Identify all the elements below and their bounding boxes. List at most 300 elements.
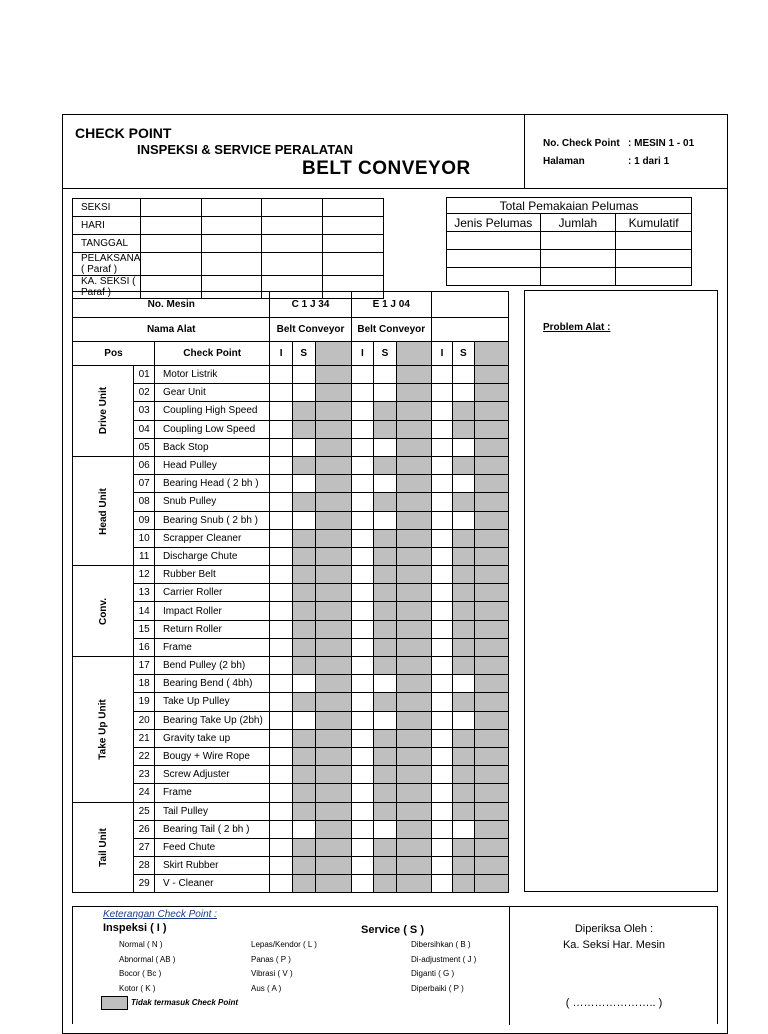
shaded-cell	[315, 475, 351, 493]
inspeksi-cell[interactable]	[431, 620, 452, 638]
service-cell[interactable]	[452, 475, 474, 493]
inspeksi-cell[interactable]	[431, 366, 452, 384]
inspeksi-header: I	[270, 342, 292, 366]
shaded-cell	[474, 838, 508, 856]
item-name: Gravity take up	[154, 729, 270, 747]
legend-col-b-item: Lepas/Kendor ( L )	[251, 940, 317, 949]
shaded-cell	[474, 729, 508, 747]
shaded-cell	[315, 620, 351, 638]
shaded-cell	[396, 820, 431, 838]
group-label: Drive Unit	[97, 387, 109, 435]
item-number: 03	[134, 402, 155, 420]
inspeksi-cell[interactable]	[351, 875, 373, 893]
service-cell[interactable]	[292, 402, 315, 420]
inspeksi-cell[interactable]	[351, 584, 373, 602]
shaded-cell	[396, 747, 431, 765]
service-cell[interactable]	[452, 729, 474, 747]
service-cell[interactable]	[452, 547, 474, 565]
service-cell[interactable]	[452, 511, 474, 529]
shaded-cell	[396, 529, 431, 547]
inspeksi-cell[interactable]	[431, 384, 452, 402]
inspeksi-cell[interactable]	[270, 566, 292, 584]
inspeksi-cell[interactable]	[351, 402, 373, 420]
service-cell[interactable]	[452, 456, 474, 474]
service-cell[interactable]	[452, 747, 474, 765]
inspeksi-cell[interactable]	[270, 620, 292, 638]
inspeksi-cell[interactable]	[351, 493, 373, 511]
inspeksi-cell[interactable]	[270, 875, 292, 893]
nama-alat-label: Nama Alat	[73, 318, 270, 342]
legend-col-c-item: Dibersihkan ( B )	[411, 940, 471, 949]
inspeksi-cell[interactable]	[431, 675, 452, 693]
service-cell[interactable]	[374, 729, 397, 747]
info-cell	[201, 235, 262, 253]
info-cell	[140, 235, 201, 253]
service-cell[interactable]	[374, 620, 397, 638]
machine-name: Belt Conveyor	[270, 318, 351, 342]
info-cell	[201, 199, 262, 217]
service-cell[interactable]	[292, 711, 315, 729]
inspeksi-cell[interactable]	[351, 529, 373, 547]
shaded-cell	[315, 584, 351, 602]
info-label: HARI	[73, 217, 141, 235]
service-cell[interactable]	[452, 875, 474, 893]
service-cell[interactable]	[292, 475, 315, 493]
inspeksi-cell[interactable]	[351, 657, 373, 675]
no-mesin-label: No. Mesin	[73, 292, 270, 318]
item-number: 24	[134, 784, 155, 802]
service-cell[interactable]	[292, 438, 315, 456]
service-cell[interactable]	[292, 729, 315, 747]
inspeksi-cell[interactable]	[351, 711, 373, 729]
service-cell[interactable]	[292, 493, 315, 511]
inspeksi-cell[interactable]	[270, 420, 292, 438]
service-cell[interactable]	[452, 675, 474, 693]
inspeksi-cell[interactable]	[431, 402, 452, 420]
service-cell[interactable]	[292, 602, 315, 620]
item-name: Carrier Roller	[154, 584, 270, 602]
service-cell[interactable]	[452, 529, 474, 547]
legend-box	[72, 906, 718, 1024]
service-cell[interactable]	[292, 657, 315, 675]
inspeksi-cell[interactable]	[270, 456, 292, 474]
inspeksi-cell[interactable]	[270, 529, 292, 547]
inspeksi-cell[interactable]	[351, 820, 373, 838]
inspeksi-cell[interactable]	[431, 566, 452, 584]
inspeksi-cell[interactable]	[351, 456, 373, 474]
inspeksi-cell[interactable]	[270, 747, 292, 765]
inspeksi-cell[interactable]	[351, 838, 373, 856]
inspeksi-cell[interactable]	[270, 675, 292, 693]
inspeksi-cell[interactable]	[270, 657, 292, 675]
service-cell[interactable]	[452, 566, 474, 584]
inspeksi-cell[interactable]	[351, 475, 373, 493]
item-name: Coupling Low Speed	[154, 420, 270, 438]
service-cell[interactable]	[292, 747, 315, 765]
service-cell[interactable]	[292, 366, 315, 384]
group-label: Take Up Unit	[97, 699, 109, 760]
service-cell[interactable]	[292, 547, 315, 565]
inspeksi-cell[interactable]	[431, 729, 452, 747]
service-cell[interactable]	[292, 820, 315, 838]
service-cell[interactable]	[374, 875, 397, 893]
service-cell[interactable]	[292, 620, 315, 638]
lubricant-table	[446, 197, 692, 286]
shaded-cell	[315, 838, 351, 856]
check-point-header: Check Point	[154, 342, 270, 366]
shaded-cell	[474, 802, 508, 820]
group-label-cell	[73, 456, 134, 565]
inspeksi-cell[interactable]	[351, 802, 373, 820]
shaded-cell	[474, 675, 508, 693]
shaded-cell	[474, 602, 508, 620]
service-cell[interactable]	[374, 857, 397, 875]
service-cell[interactable]	[374, 420, 397, 438]
shaded-cell	[315, 511, 351, 529]
shaded-cell	[315, 657, 351, 675]
inspeksi-cell[interactable]	[351, 620, 373, 638]
shaded-cell	[474, 857, 508, 875]
service-cell[interactable]	[374, 475, 397, 493]
service-cell[interactable]	[452, 602, 474, 620]
inspeksi-cell[interactable]	[351, 438, 373, 456]
info-label: PELAKSANA ( Paraf )	[73, 253, 141, 276]
inspeksi-cell[interactable]	[351, 420, 373, 438]
legend-col-c-item: Di-adjustment ( J )	[411, 954, 477, 964]
info-cell	[323, 199, 384, 217]
inspeksi-cell[interactable]	[351, 566, 373, 584]
inspeksi-cell[interactable]	[431, 638, 452, 656]
inspeksi-cell[interactable]	[351, 638, 373, 656]
shaded-cell	[474, 420, 508, 438]
inspeksi-cell[interactable]	[431, 747, 452, 765]
service-cell[interactable]	[374, 384, 397, 402]
lubricant-cell	[447, 232, 541, 250]
lubricant-type-header: Jenis Pelumas	[447, 214, 541, 232]
shaded-cell	[474, 784, 508, 802]
inspeksi-cell[interactable]	[270, 475, 292, 493]
shaded-cell	[315, 711, 351, 729]
group-label-cell	[73, 802, 134, 893]
legend-col-a-item: Normal ( N )	[119, 940, 163, 949]
inspeksi-cell[interactable]	[270, 511, 292, 529]
lubricant-cumulative-header: Kumulatif	[616, 214, 692, 232]
inspeksi-cell[interactable]	[351, 547, 373, 565]
item-number: 16	[134, 638, 155, 656]
service-cell[interactable]	[374, 438, 397, 456]
shaded-cell	[396, 657, 431, 675]
inspeksi-cell[interactable]	[270, 438, 292, 456]
inspeksi-cell[interactable]	[431, 475, 452, 493]
service-cell[interactable]	[292, 675, 315, 693]
item-name: Impact Roller	[154, 602, 270, 620]
info-cell	[262, 253, 323, 276]
item-number: 28	[134, 857, 155, 875]
shaded-cell	[396, 784, 431, 802]
inspeksi-cell[interactable]	[351, 766, 373, 784]
inspeksi-cell[interactable]	[431, 857, 452, 875]
info-cell	[323, 217, 384, 235]
item-name: Gear Unit	[154, 384, 270, 402]
inspeksi-cell[interactable]	[270, 638, 292, 656]
inspeksi-cell[interactable]	[431, 711, 452, 729]
item-number: 12	[134, 566, 155, 584]
info-cell	[140, 199, 201, 217]
shaded-cell	[315, 638, 351, 656]
shaded-cell	[315, 693, 351, 711]
inspeksi-cell[interactable]	[270, 784, 292, 802]
info-cell	[262, 217, 323, 235]
service-cell[interactable]	[374, 402, 397, 420]
inspeksi-cell[interactable]	[270, 838, 292, 856]
inspeksi-cell[interactable]	[351, 675, 373, 693]
inspeksi-cell[interactable]	[431, 657, 452, 675]
inspeksi-cell[interactable]	[351, 511, 373, 529]
inspeksi-cell[interactable]	[431, 456, 452, 474]
inspeksi-cell[interactable]	[270, 729, 292, 747]
item-number: 08	[134, 493, 155, 511]
shaded-cell	[396, 602, 431, 620]
shaded-cell	[396, 420, 431, 438]
service-cell[interactable]	[452, 820, 474, 838]
service-cell[interactable]	[374, 693, 397, 711]
item-name: Discharge Chute	[154, 547, 270, 565]
service-cell[interactable]	[452, 657, 474, 675]
inspeksi-cell[interactable]	[431, 438, 452, 456]
shaded-cell	[315, 802, 351, 820]
service-cell[interactable]	[374, 838, 397, 856]
service-cell[interactable]	[452, 366, 474, 384]
info-cell	[323, 235, 384, 253]
service-cell[interactable]	[374, 366, 397, 384]
inspeksi-header: I	[351, 342, 373, 366]
service-cell[interactable]	[452, 620, 474, 638]
info-cell	[201, 217, 262, 235]
shaded-cell	[474, 620, 508, 638]
legend-col-b-item: Vibrasi ( V )	[251, 969, 293, 978]
inspeksi-cell[interactable]	[351, 602, 373, 620]
shaded-cell	[474, 511, 508, 529]
service-cell[interactable]	[374, 802, 397, 820]
service-header: S	[292, 342, 315, 366]
service-cell[interactable]	[374, 584, 397, 602]
inspeksi-cell[interactable]	[270, 711, 292, 729]
inspeksi-cell[interactable]	[431, 420, 452, 438]
inspeksi-cell[interactable]	[431, 784, 452, 802]
inspeksi-cell[interactable]	[270, 384, 292, 402]
inspeksi-cell[interactable]	[431, 838, 452, 856]
service-cell[interactable]	[374, 456, 397, 474]
item-name: Frame	[154, 784, 270, 802]
checked-role: Ka. Seksi Har. Mesin	[562, 939, 666, 951]
inspeksi-cell[interactable]	[431, 547, 452, 565]
inspeksi-cell[interactable]	[431, 802, 452, 820]
item-number: 20	[134, 711, 155, 729]
pos-header: Pos	[73, 342, 155, 366]
lubricant-cell	[616, 250, 692, 268]
service-cell[interactable]	[452, 784, 474, 802]
service-cell[interactable]	[292, 456, 315, 474]
gray-swatch	[101, 996, 128, 1010]
inspeksi-cell[interactable]	[270, 693, 292, 711]
inspeksi-cell[interactable]	[431, 493, 452, 511]
inspeksi-cell[interactable]	[270, 802, 292, 820]
service-cell[interactable]	[374, 784, 397, 802]
inspeksi-cell[interactable]	[270, 366, 292, 384]
service-cell[interactable]	[292, 802, 315, 820]
shaded-cell	[396, 711, 431, 729]
inspeksi-cell[interactable]	[270, 493, 292, 511]
shaded-cell	[315, 547, 351, 565]
service-cell[interactable]	[292, 584, 315, 602]
shaded-cell	[315, 602, 351, 620]
shaded-cell	[396, 875, 431, 893]
inspeksi-cell[interactable]	[351, 384, 373, 402]
service-cell[interactable]	[452, 711, 474, 729]
service-cell[interactable]	[292, 693, 315, 711]
service-cell[interactable]	[452, 857, 474, 875]
lubricant-cell	[540, 250, 616, 268]
service-cell[interactable]	[374, 711, 397, 729]
info-table	[72, 198, 384, 299]
legend-col-b-item: Aus ( A )	[251, 983, 282, 993]
inspeksi-cell[interactable]	[431, 875, 452, 893]
inspeksi-cell[interactable]	[431, 584, 452, 602]
info-cell	[323, 253, 384, 276]
shaded-cell	[315, 747, 351, 765]
service-cell[interactable]	[292, 511, 315, 529]
service-cell[interactable]	[374, 602, 397, 620]
shaded-cell	[315, 493, 351, 511]
shaded-cell	[315, 366, 351, 384]
inspeksi-cell[interactable]	[270, 820, 292, 838]
inspeksi-cell[interactable]	[270, 602, 292, 620]
inspeksi-cell[interactable]	[351, 366, 373, 384]
service-cell[interactable]	[292, 529, 315, 547]
item-name: Snub Pulley	[154, 493, 270, 511]
no-check-value: : MESIN 1 - 01	[628, 138, 695, 149]
service-cell[interactable]	[374, 675, 397, 693]
service-cell[interactable]	[452, 638, 474, 656]
item-number: 23	[134, 766, 155, 784]
service-cell[interactable]	[374, 820, 397, 838]
service-cell[interactable]	[374, 638, 397, 656]
service-cell[interactable]	[452, 384, 474, 402]
service-cell[interactable]	[374, 493, 397, 511]
service-cell[interactable]	[374, 657, 397, 675]
item-number: 13	[134, 584, 155, 602]
service-cell[interactable]	[292, 384, 315, 402]
title-belt-conveyor: BELT CONVEYOR	[302, 158, 471, 179]
service-cell[interactable]	[452, 766, 474, 784]
service-cell[interactable]	[452, 420, 474, 438]
service-cell[interactable]	[292, 838, 315, 856]
service-cell[interactable]	[452, 438, 474, 456]
item-name: Return Roller	[154, 620, 270, 638]
inspeksi-cell[interactable]	[431, 511, 452, 529]
service-cell[interactable]	[292, 857, 315, 875]
service-cell[interactable]	[292, 420, 315, 438]
inspeksi-cell[interactable]	[431, 820, 452, 838]
service-cell[interactable]	[452, 402, 474, 420]
shaded-cell	[474, 529, 508, 547]
shaded-cell	[396, 566, 431, 584]
inspeksi-cell[interactable]	[270, 584, 292, 602]
item-name: Take Up Pulley	[154, 693, 270, 711]
service-cell[interactable]	[452, 838, 474, 856]
service-cell[interactable]	[374, 529, 397, 547]
shaded-cell	[396, 547, 431, 565]
lubricant-cell	[447, 250, 541, 268]
lubricant-cell	[616, 232, 692, 250]
item-number: 02	[134, 384, 155, 402]
inspeksi-cell[interactable]	[351, 747, 373, 765]
shaded-cell	[315, 566, 351, 584]
inspeksi-cell[interactable]	[351, 857, 373, 875]
service-cell[interactable]	[452, 802, 474, 820]
inspeksi-cell[interactable]	[431, 529, 452, 547]
inspeksi-cell[interactable]	[270, 547, 292, 565]
legend-col-a-item: Kotor ( K )	[119, 983, 156, 993]
shaded-cell	[396, 693, 431, 711]
item-name: Bearing Take Up (2bh)	[154, 711, 270, 729]
shaded-cell	[396, 620, 431, 638]
inspeksi-cell[interactable]	[270, 857, 292, 875]
shaded-cell	[315, 857, 351, 875]
item-name: Bearing Tail ( 2 bh )	[154, 820, 270, 838]
service-cell[interactable]	[452, 584, 474, 602]
item-number: 27	[134, 838, 155, 856]
inspeksi-cell[interactable]	[431, 693, 452, 711]
item-number: 14	[134, 602, 155, 620]
item-number: 05	[134, 438, 155, 456]
inspeksi-cell[interactable]	[351, 784, 373, 802]
machine-no: E 1 J 04	[351, 292, 431, 318]
item-number: 06	[134, 456, 155, 474]
group-label: Tail Unit	[97, 828, 109, 867]
gray-note: Tidak termasuk Check Point	[131, 998, 238, 1007]
shaded-cell	[474, 584, 508, 602]
item-number: 19	[134, 693, 155, 711]
inspeksi-cell[interactable]	[431, 602, 452, 620]
service-cell[interactable]	[292, 784, 315, 802]
inspeksi-cell[interactable]	[270, 402, 292, 420]
group-label-cell	[73, 366, 134, 457]
service-cell[interactable]	[374, 747, 397, 765]
item-name: Head Pulley	[154, 456, 270, 474]
service-cell[interactable]	[452, 493, 474, 511]
inspeksi-cell[interactable]	[431, 766, 452, 784]
service-cell[interactable]	[292, 566, 315, 584]
inspeksi-cell[interactable]	[351, 693, 373, 711]
info-cell	[201, 253, 262, 276]
service-cell[interactable]	[374, 511, 397, 529]
service-cell[interactable]	[374, 547, 397, 565]
inspeksi-cell[interactable]	[351, 729, 373, 747]
service-cell[interactable]	[374, 566, 397, 584]
service-cell[interactable]	[374, 766, 397, 784]
service-cell[interactable]	[292, 766, 315, 784]
shaded-cell	[315, 875, 351, 893]
item-number: 15	[134, 620, 155, 638]
inspeksi-cell[interactable]	[270, 766, 292, 784]
service-cell[interactable]	[292, 638, 315, 656]
service-cell[interactable]	[452, 693, 474, 711]
machine-name	[431, 318, 508, 342]
info-cell	[262, 235, 323, 253]
item-name: Bougy + Wire Rope	[154, 747, 270, 765]
service-cell[interactable]	[292, 875, 315, 893]
